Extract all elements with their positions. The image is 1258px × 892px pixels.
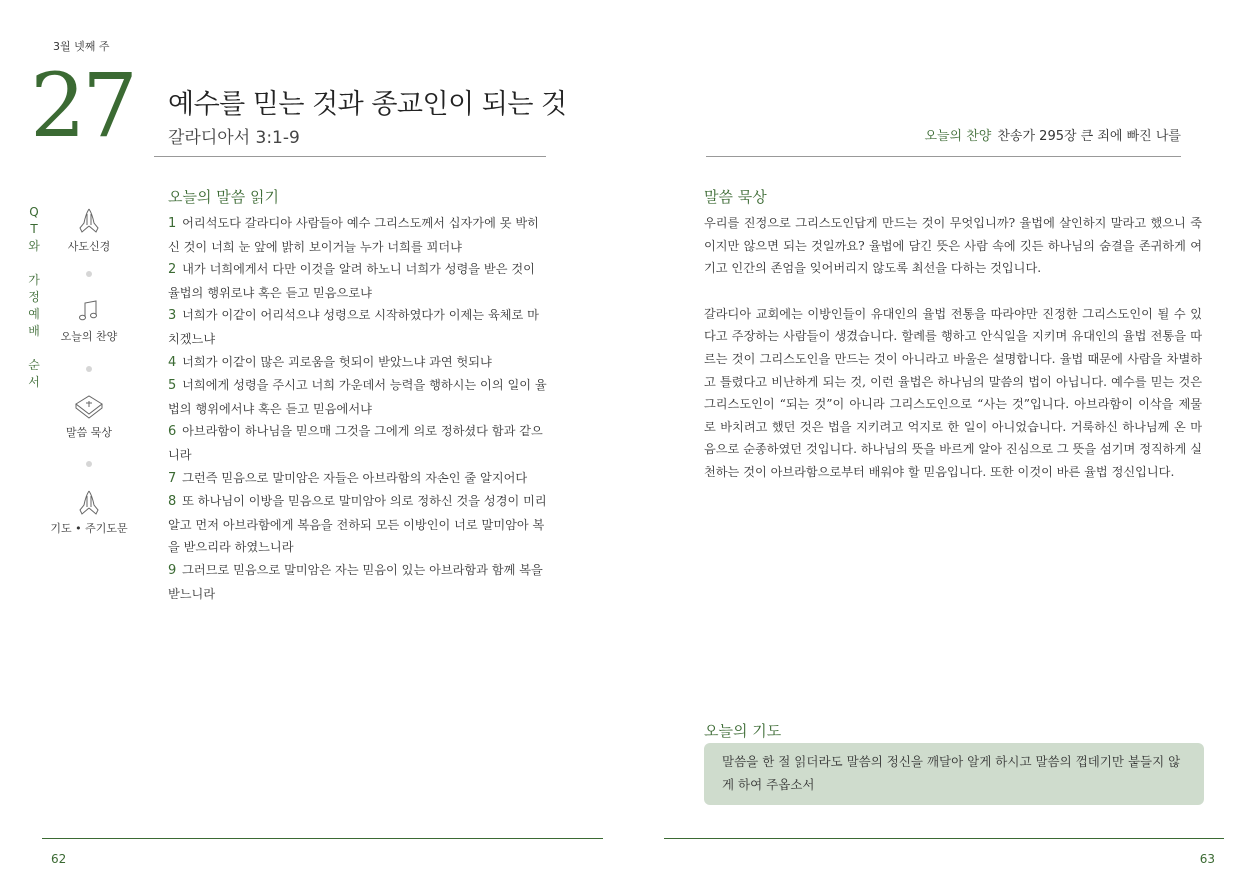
sidebar-item-prayer (46, 488, 132, 536)
verse: 7 그런즉 믿음으로 말미암은 자들은 아브라함의 자손인 줄 알지어다 (168, 470, 528, 486)
verse: 5 너희에게 성령을 주시고 너희 가운데서 능력을 행하시는 이의 일이 율법의 행위에서냐 혹은 듣고 믿음에서냐 (168, 378, 547, 416)
praying-hands-icon (74, 488, 104, 516)
music-note-icon (76, 298, 102, 324)
praying-hands-icon (74, 206, 104, 234)
meditation-body (704, 212, 1202, 507)
meditation-paragraph: 우리를 진정으로 그리스도인답게 만드는 것이 무엇입니까? 율법에 살인하지 말라고 했으니 죽이지만 않으면 되는 것일까요? 율법에 담긴 뜻은 사람 속에 깃든 하나님의 숨결을 존귀하게 여기고 인간의 존엄을 잊어버리지 않도록 최선을 다하는 것입니다. (704, 216, 1202, 276)
verse-list (168, 212, 548, 605)
hymn-info (924, 125, 1181, 144)
page-number-right: 63 (1199, 852, 1215, 866)
hymn-label: 오늘의 찬양 (924, 129, 992, 144)
sidebar-item-label: 오늘의 찬양 (60, 330, 118, 343)
verse: 6 아브라함이 하나님을 믿으매 그것을 그에게 의로 정하셨다 함과 같으니라 (168, 424, 543, 462)
sidebar-item-hymn (46, 298, 132, 344)
page-title: 예수를 믿는 것과 종교인이 되는 것 (168, 89, 567, 120)
sidebar-item-meditation (46, 392, 132, 440)
header-divider-left (154, 156, 546, 157)
page-number-left: 62 (51, 852, 67, 866)
verse: 3 너희가 이같이 어리석으냐 성령으로 시작하였다가 이제는 육체로 마치겠느냐 (168, 308, 539, 346)
meditation-paragraph: 갈라디아 교회에는 이방인들이 유대인의 율법 전통을 따라야만 진정한 그리스도인이 될 수 있다고 주장하는 사람들이 생겼습니다. 할례를 행하고 안식일을 지키며 유대인의 율법 전통을 따르는 것이 그리스도인을 만드는 것이 아니라고 바울은 설명합니다. 율법 때문에 사람을 차별하고 틀렸다고 비난하게 되는 것, 이런 율법은 하나님의 말씀의 법이 아닙니다. 예수를 믿는 것은 그리스도인이 “되는 것”이 아니라 그리스도인으로 “사는 것”입니다. 아브라함이 이삭을 제물로 바치려고 했던 것은 법을 지키려고 억지로 한 일이 아니었습니다. 거룩하신 하나님께 온 마음으로 순종하였던 것입니다. 하나님의 뜻을 바르게 알아 진심으로 그 뜻을 섬기며 정직하게 실천하는 것이 아브라함으로부터 배워야 할 믿음입니다. 또한 이것이 바른 율법 정신입니다. (704, 306, 1202, 479)
sidebar-item-label: 사도신경 (67, 240, 111, 253)
sidebar-item-label: 기도 • 주기도문 (50, 522, 128, 535)
header-divider-right (706, 156, 1181, 157)
verse: 9 그러므로 믿음으로 말미암은 자는 믿음이 있는 아브라함과 함께 복을 받느니라 (168, 562, 543, 601)
day-number: 27 (30, 54, 134, 157)
hymn-text: 찬송가 295장 큰 죄에 빠진 나를 (997, 129, 1181, 144)
prayer-box: 말씀을 한 절 읽더라도 말씀의 정신을 깨달아 알게 하시고 말씀의 껍데기만 붙들지 않게 하여 주옵소서 (704, 743, 1204, 805)
sidebar-dot (86, 366, 92, 372)
meditation-heading: 말씀 묵상 (704, 188, 767, 206)
verse: 1 어리석도다 갈라디아 사람들아 예수 그리스도께서 십자가에 못 박히신 것이 너희 눈 앞에 밝히 보이거늘 누가 너희를 꾀더냐 (168, 216, 539, 254)
sidebar-item-apostles-creed (46, 206, 132, 254)
footer-divider-right (664, 838, 1224, 839)
verse: 2 내가 너희에게서 다만 이것을 알려 하노니 너희가 성령을 받은 것이 율법의 행위로냐 혹은 듣고 믿음으로냐 (168, 262, 535, 300)
bible-icon (73, 392, 105, 420)
footer-divider-left (42, 838, 603, 839)
vertical-title: Q T 와 가 정 예 배 순 서 (28, 205, 40, 389)
sidebar-dot (86, 271, 92, 277)
sidebar-item-label: 말씀 묵상 (65, 426, 112, 439)
week-label: 3월 넷째 주 (53, 40, 110, 53)
prayer-heading: 오늘의 기도 (704, 722, 782, 740)
verse: 4 너희가 이같이 많은 괴로움을 헛되이 받았느냐 과연 헛되냐 (168, 354, 492, 370)
sidebar-dot (86, 461, 92, 467)
reading-heading: 오늘의 말씀 읽기 (168, 188, 279, 206)
scripture-passage: 갈라디아서 3:1-9 (168, 128, 300, 148)
verse: 8 또 하나님이 이방을 믿음으로 말미암아 의로 정하신 것을 성경이 미리 알고 먼저 아브라함에게 복음을 전하되 모든 이방인이 너로 말미암아 복을 받으리라 하였느니라 (168, 494, 547, 555)
